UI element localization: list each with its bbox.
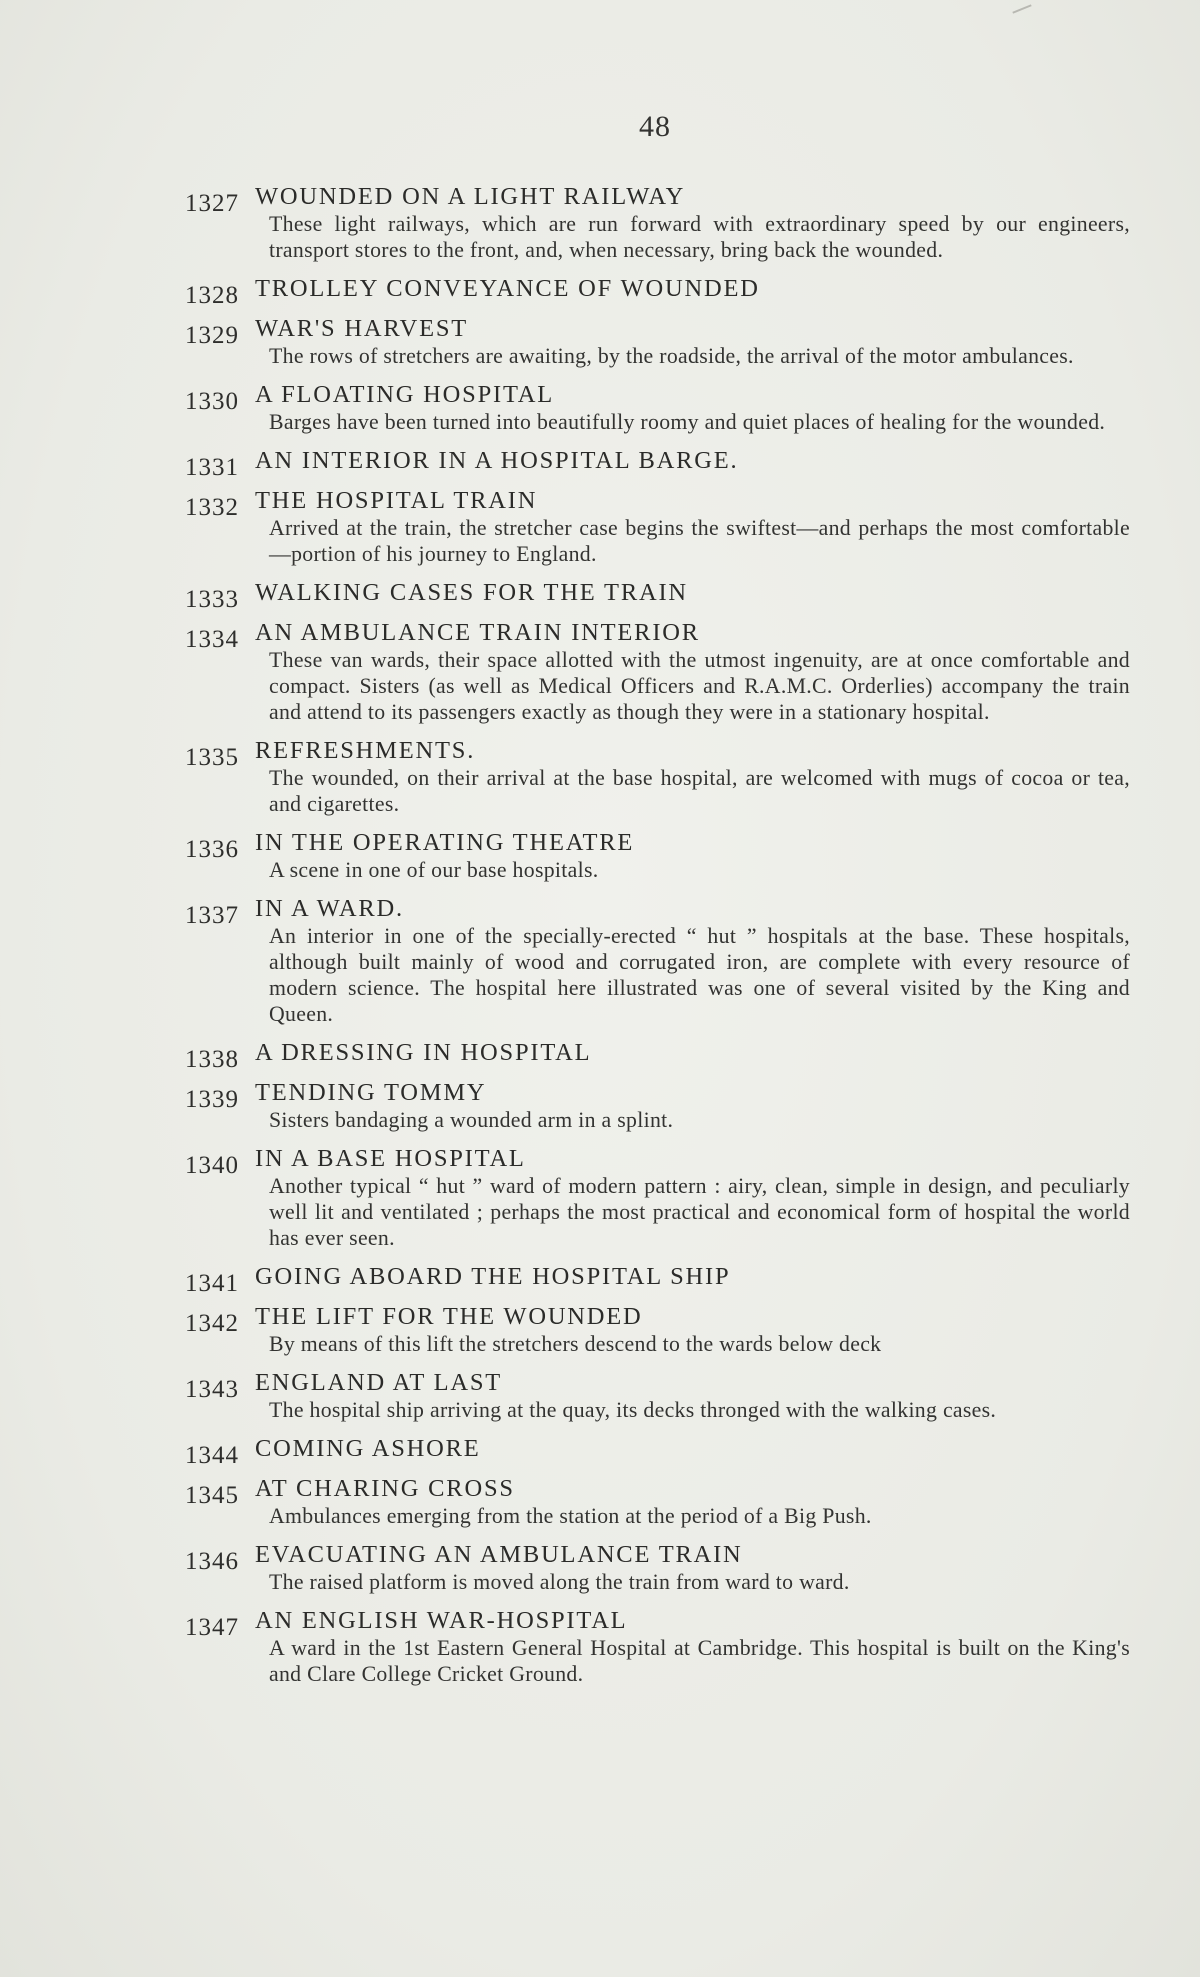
entry-description: These light railways, which are run forward with extraordinary speed by our engineers, transport stores to the front, and, when necessary, bring back the wounded. [269, 212, 1130, 262]
catalogue-entry [185, 579, 1130, 613]
entry-title: WOUNDED ON A LIGHT RAILWAY [255, 183, 686, 210]
entry-description: A ward in the 1st Eastern General Hospital at Cambridge. This hospital is built on the King's and Clare College Cricket Ground. [269, 1636, 1130, 1686]
entry-number: 1339 [185, 1086, 239, 1113]
entry-number: 1337 [185, 902, 239, 929]
catalogue-entry [185, 381, 1130, 435]
entry-title: EVACUATING AN AMBULANCE TRAIN [255, 1541, 743, 1568]
entry-description: A scene in one of our base hospitals. [269, 858, 599, 882]
entry-title: AT CHARING CROSS [255, 1475, 515, 1502]
entry-description: By means of this lift the stretchers descend to the wards below deck [269, 1332, 882, 1356]
entry-description: The wounded, on their arrival at the base hospital, are welcomed with mugs of cocoa or tea, and cigarettes. [269, 766, 1130, 816]
entry-number: 1344 [185, 1442, 239, 1469]
entry-number: 1331 [185, 454, 239, 481]
catalogue-entry [185, 1541, 1130, 1595]
entry-title: AN INTERIOR IN A HOSPITAL BARGE. [255, 447, 739, 474]
entry-title: IN A BASE HOSPITAL [255, 1145, 526, 1172]
entry-number: 1335 [185, 744, 239, 771]
catalogue-entry [185, 829, 1130, 883]
entry-title: AN AMBULANCE TRAIN INTERIOR [255, 619, 700, 646]
catalogue-entry [185, 315, 1130, 369]
entry-number: 1330 [185, 388, 239, 415]
entry-title: ENGLAND AT LAST [255, 1369, 503, 1396]
entry-title: A FLOATING HOSPITAL [255, 381, 555, 408]
catalogue-entry [185, 1435, 1130, 1469]
entry-description: The raised platform is moved along the train from ward to ward. [269, 1570, 850, 1594]
entry-number: 1340 [185, 1152, 239, 1179]
entry-title: AN ENGLISH WAR-HOSPITAL [255, 1607, 628, 1634]
entry-description: Ambulances emerging from the station at the period of a Big Push. [269, 1504, 872, 1528]
catalogue-entry [185, 487, 1130, 567]
catalogue-entry [185, 1039, 1130, 1073]
page-number: 48 [639, 110, 671, 143]
entry-description: The hospital ship arriving at the quay, its decks thronged with the walking cases. [269, 1398, 997, 1422]
entry-description: Arrived at the train, the stretcher case begins the swiftest—and perhaps the most comfortable—portion of his journey to England. [269, 516, 1130, 566]
entry-number: 1329 [185, 322, 239, 349]
entry-description: An interior in one of the specially-erected “ hut ” hospitals at the base. These hospitals, although built mainly of wood and corrugated iron, are complete with every resource of modern science. The hospital here illustrated was one of several visited by the King and Queen. [269, 924, 1130, 1026]
catalogue-entry [185, 1145, 1130, 1251]
paper-mark [1012, 4, 1031, 13]
entry-description: Barges have been turned into beautifully roomy and quiet places of healing for the wounded. [269, 410, 1106, 434]
entry-number: 1334 [185, 626, 239, 653]
entry-title: THE LIFT FOR THE WOUNDED [255, 1303, 643, 1330]
entry-number: 1327 [185, 190, 239, 217]
catalogue-entry [185, 1303, 1130, 1357]
entry-description: Another typical “ hut ” ward of modern pattern : airy, clean, simple in design, and peculiarly well lit and ventilated ; perhaps the most practical and economical form of hospital the world has ever seen. [269, 1174, 1130, 1250]
entry-title: COMING ASHORE [255, 1435, 481, 1462]
entry-number: 1346 [185, 1548, 239, 1575]
entry-description: These van wards, their space allotted with the utmost ingenuity, are at once comfortable and compact. Sisters (as well as Medical Officers and R.A.M.C. Orderlies) accompany the train and attend to its passengers exactly as though they were in a stationary hospital. [269, 648, 1130, 724]
entry-title: TENDING TOMMY [255, 1079, 487, 1106]
entry-title: A DRESSING IN HOSPITAL [255, 1039, 592, 1066]
catalogue-entry [185, 737, 1130, 817]
entry-title: GOING ABOARD THE HOSPITAL SHIP [255, 1263, 731, 1290]
catalogue-entry [185, 183, 1130, 263]
entry-title: IN A WARD. [255, 895, 404, 922]
entry-number: 1341 [185, 1270, 239, 1297]
catalogue-entry [185, 619, 1130, 725]
entry-title: REFRESHMENTS. [255, 737, 476, 764]
entry-number: 1342 [185, 1310, 239, 1337]
entry-title: IN THE OPERATING THEATRE [255, 829, 635, 856]
entry-description: The rows of stretchers are awaiting, by the roadside, the arrival of the motor ambulances. [269, 344, 1074, 368]
entry-title: WAR'S HARVEST [255, 315, 469, 342]
entry-number: 1333 [185, 586, 239, 613]
entry-number: 1332 [185, 494, 239, 521]
catalogue-entry [185, 275, 1130, 309]
entry-number: 1343 [185, 1376, 239, 1403]
entry-number: 1347 [185, 1614, 239, 1641]
catalogue-entry [185, 895, 1130, 1027]
entry-number: 1328 [185, 282, 239, 309]
catalogue-entry [185, 1263, 1130, 1297]
catalogue-entry [185, 1369, 1130, 1423]
catalogue-entries [185, 183, 1130, 1699]
catalogue-entry [185, 1079, 1130, 1133]
entry-number: 1345 [185, 1482, 239, 1509]
entry-title: WALKING CASES FOR THE TRAIN [255, 579, 688, 606]
entry-number: 1338 [185, 1046, 239, 1073]
entry-number: 1336 [185, 836, 239, 863]
entry-title: THE HOSPITAL TRAIN [255, 487, 538, 514]
catalogue-entry [185, 447, 1130, 481]
catalogue-entry [185, 1475, 1130, 1529]
catalogue-entry [185, 1607, 1130, 1687]
entry-title: TROLLEY CONVEYANCE OF WOUNDED [255, 275, 760, 302]
entry-description: Sisters bandaging a wounded arm in a splint. [269, 1108, 674, 1132]
